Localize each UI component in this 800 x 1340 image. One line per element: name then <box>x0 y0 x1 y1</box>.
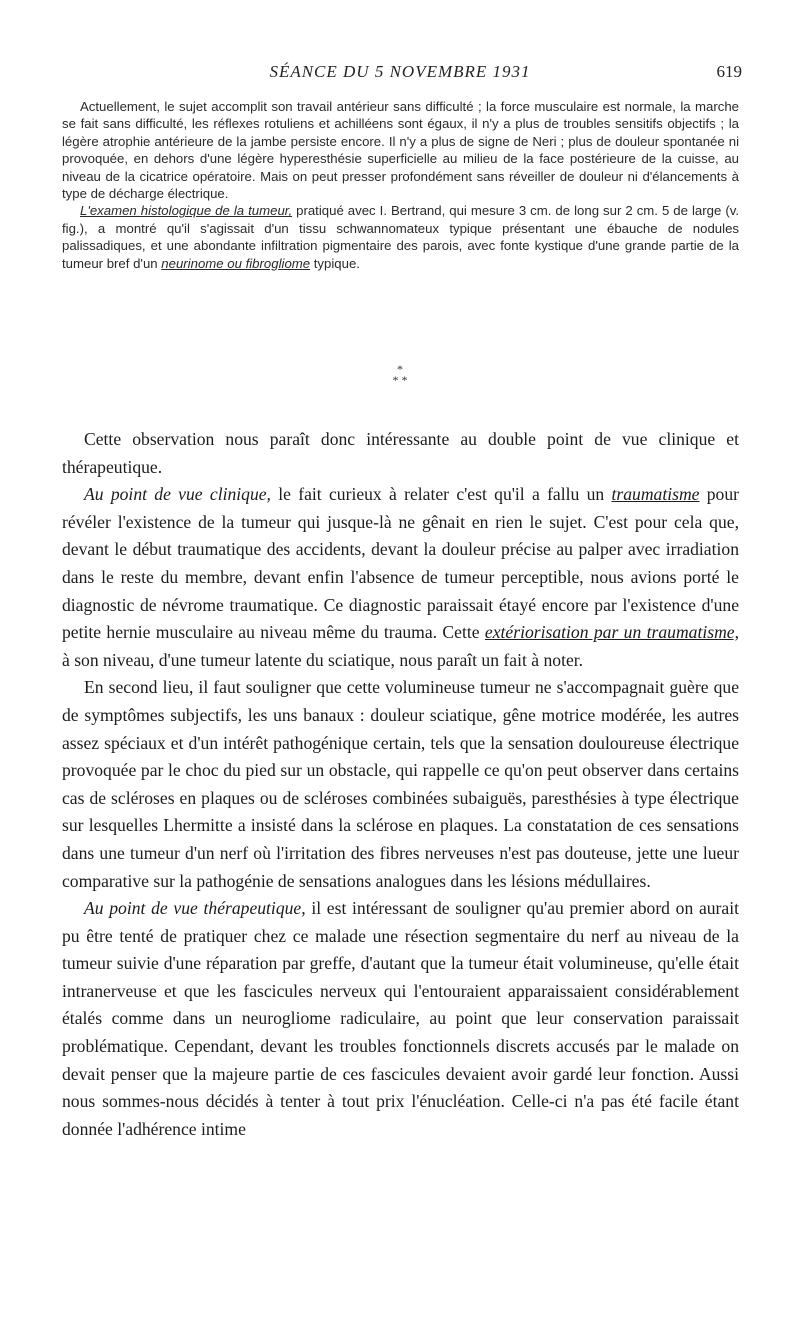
discussion-paragraph-intro: Cette observation nous paraît donc intéressante au double point de vue clinique et thérapeutique. <box>62 429 739 477</box>
section-dinkus <box>0 364 800 386</box>
clinical-text-a: le fait curieux à relater c'est qu'il a fallu un <box>270 484 612 505</box>
histology-heading: L'examen histologique de la tumeur, <box>80 203 293 219</box>
histology-text: pratiqué avec I. Bertrand, qui mesure 3 cm. de long sur 2 cm. 5 de large (v. fig.), a montré qu'il s'agissait d'un tissu schwannomateux typique présentant une ébauche de nodules palissadiques, et une abondante infiltration pigmentaire des parois, avec fonte kystique d'une grande partie de la tumeur bref d'un <box>62 203 739 271</box>
histology-paragraph <box>62 202 739 272</box>
therapeutic-heading: Au point de vue thérapeutique, <box>84 898 306 919</box>
diagnosis-term: neurinome ou fibrogliome <box>161 255 311 271</box>
dinkus-bottom: * * <box>392 373 408 387</box>
traumatisme-term: traumatisme <box>611 484 700 505</box>
discussion-text <box>62 426 739 1143</box>
case-report-text <box>62 98 739 272</box>
histology-text-end: typique. <box>310 255 360 271</box>
therapeutic-text: il est intéressant de souligner qu'au premier abord on aurait pu être tenté de pratiquer chez ce malade une résection segmentaire du nerf au niveau de la tumeur suivie d'une réparation par greffe, d'autant que la tumeur était volumineuse, qu'elle était intranerveuse et que les fascicules nerveux qui l'entouraient apparaissaient considérablement étalés comme dans un neurogliome radiculaire, au point que leur conservation paraissait problématique. Cependant, devant les troubles fonctionnels discrets accusés par le malade on devait penser que la majeure partie de ces fascicules devaient avoir gardé leur fonction. Aussi nous sommes-nous décidés à tenter à tout prix l'énucléation. Celle-ci n'a pas été facile étant donnée l'adhérence intime <box>62 898 740 1139</box>
discussion-paragraph-therapeutic <box>62 895 739 1143</box>
case-report-paragraph: Actuellement, le sujet accomplit son travail antérieur sans difficulté ; la force musculaire est normale, la marche se fait sans difficulté, les réflexes rotuliens et achilléens sont égaux, il n'y a plus de troubles sensitifs objectifs ; la légère atrophie antérieure de la jambe persiste encore. Il n'y a plus de signe de Neri ; plus de douleur spontanée ni provoquée, en dehors d'une légère hyperesthésie superficielle au milieu de la face postérieure de la cuisse, au niveau de la cicatrice opératoire. Mais on peut presser profondément sans réveiller de douleur ni d'élancements à type de décharge électrique. <box>62 99 739 202</box>
clinical-text-c: à son niveau, d'une tumeur latente du sciatique, nous paraît un fait à noter. <box>62 649 584 670</box>
clinical-text-b: pour révéler l'existence de la tumeur qui jusque-là ne gênait en rien le sujet. C'est pour cela que, devant le début traumatique des accidents, devant la douleur précise au palper avec irradiation dans le reste du membre, devant enfin l'absence de tumeur perceptible, nous avions porté le diagnostic de névrome traumatique. Ce diagnostic paraissait étayé encore par l'existence d'une petite hernie musculaire au niveau même du trauma. Cette <box>62 484 739 643</box>
discussion-paragraph-clinical <box>62 481 739 674</box>
discussion-paragraph-symptoms: En second lieu, il faut souligner que cette volumineuse tumeur ne s'accompagnait guère que de symptômes subjectifs, les uns banaux : douleur sciatique, gêne motrice modérée, les autres assez spéciaux et d'un intérêt pathogénique certain, tels que la sensation douloureuse électrique provoquée par le choc du pied sur un obstacle, qui rappelle ce qu'on peut observer dans certains cas de scléroses en plaques ou de scléroses combinées subaiguës, paresthésies à type électrique sur lesquelles Lhermitte a insisté dans la sclérose en plaques. La constatation de ces sensations dans une tumeur d'un nerf où l'irritation des fibres nerveuses n'est pas douteuse, jette une lueur comparative sur la pathogénie de sensations analogues dans les lésions médullaires. <box>62 677 739 891</box>
clinical-heading: Au point de vue clinique, <box>84 484 271 505</box>
running-title: SÉANCE DU 5 NOVEMBRE 1931 <box>269 62 531 81</box>
page-number: 619 <box>716 62 742 81</box>
dinkus-top: * <box>397 362 403 376</box>
exteriorisation-term: extériorisation par un traumatisme, <box>484 622 739 643</box>
running-head <box>0 62 800 86</box>
